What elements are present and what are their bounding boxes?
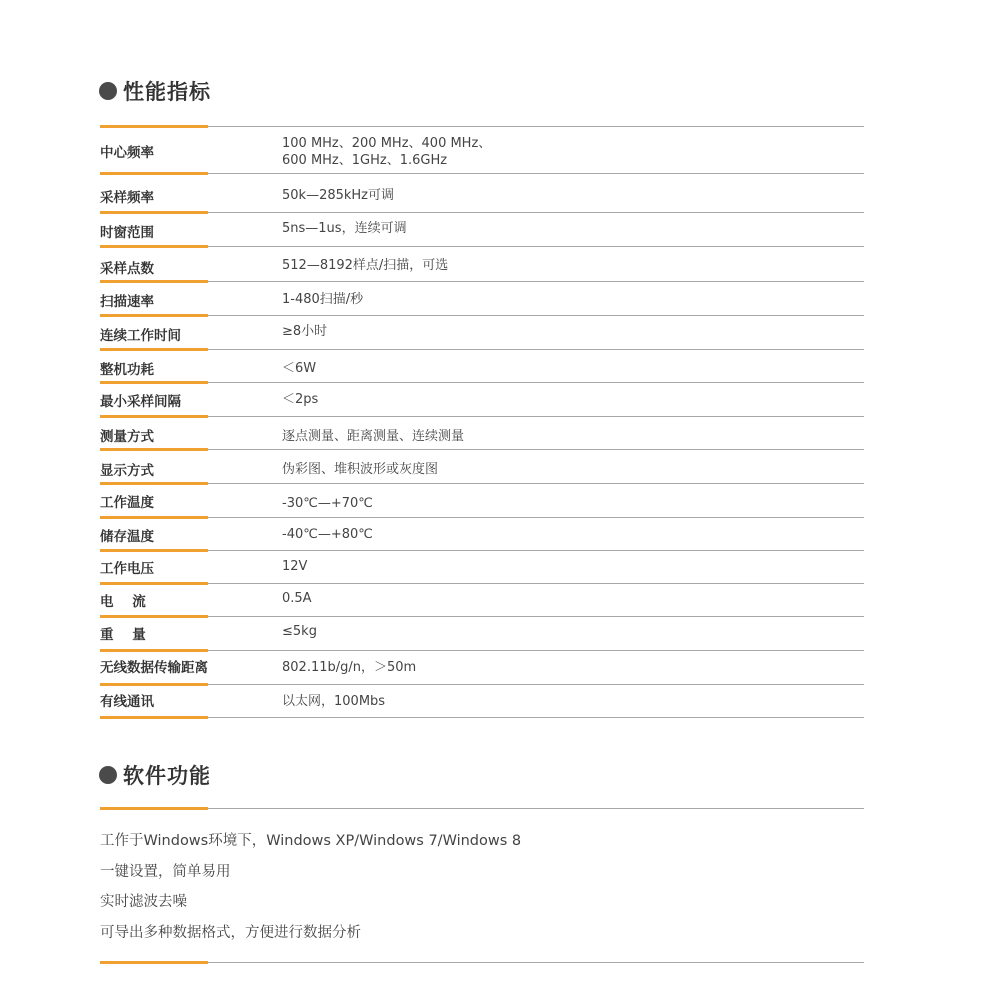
spec-value: ≤5kg: [282, 624, 317, 639]
row-divider: [100, 482, 864, 486]
spec-value: -40℃—+80℃: [282, 527, 373, 542]
spec-value: 以太网，100Mbs: [282, 694, 386, 709]
spec-value: 100 MHz、200 MHz、400 MHz、 600 MHz、1GHz、1.6GHz: [282, 136, 492, 168]
spec-value: ≥8小时: [282, 324, 328, 339]
row-divider: [100, 683, 864, 687]
spec-value: 伪彩图、堆积波形或灰度图: [282, 462, 439, 477]
feature-item: 工作于Windows环境下，Windows XP/Windows 7/Windows 8: [100, 833, 522, 849]
spec-label: 中心频率: [100, 145, 154, 161]
row-divider: [100, 716, 864, 720]
spec-label: 连续工作时间: [100, 328, 181, 344]
row-divider: [100, 381, 864, 385]
spec-value: 0.5A: [282, 591, 312, 606]
spec-label: 测量方式: [100, 429, 154, 445]
spec-label: 时窗范围: [100, 225, 154, 241]
row-divider: [100, 314, 864, 318]
row-divider: [100, 245, 864, 249]
row-divider: [100, 280, 864, 284]
spec-value: 512—8192样点/扫描，可选: [282, 258, 449, 273]
spec-value: ＜6W: [282, 361, 317, 376]
spec-label: 工作电压: [100, 561, 154, 577]
software-section-title: [99, 760, 211, 790]
software-title-text: 软件功能: [123, 764, 211, 788]
spec-label: 扫描速率: [100, 294, 154, 310]
spec-label: 重 量: [100, 627, 146, 643]
spec-label: 整机功耗: [100, 362, 154, 378]
spec-label: 工作温度: [100, 495, 154, 511]
software-bottom-divider: [100, 961, 864, 965]
spec-value: 50k—285kHz可调: [282, 188, 395, 203]
performance-section-title: [99, 76, 211, 106]
row-divider: [100, 172, 864, 176]
feature-item: 可导出多种数据格式，方便进行数据分析: [100, 924, 361, 941]
software-top-divider: [100, 807, 864, 811]
row-divider: [100, 582, 864, 586]
spec-label: 采样频率: [100, 190, 154, 206]
spec-label: 采样点数: [100, 261, 154, 277]
row-divider: [100, 211, 864, 215]
spec-value: 逐点测量、距离测量、连续测量: [282, 429, 465, 444]
row-divider: [100, 516, 864, 520]
spec-label: 储存温度: [100, 529, 154, 545]
row-divider: [100, 615, 864, 619]
row-divider: [100, 415, 864, 419]
software-feature-list: [100, 829, 521, 951]
row-divider: [100, 649, 864, 653]
spec-value: 802.11b/g/n，＞50m: [282, 660, 417, 675]
row-divider: [100, 348, 864, 352]
spec-label: 最小采样间隔: [100, 394, 181, 410]
row-divider: [100, 549, 864, 553]
spec-value: 5ns—1us，连续可调: [282, 221, 407, 236]
bullet-dot-icon: [99, 82, 117, 100]
row-divider: [100, 448, 864, 452]
spec-label: 电 流: [100, 594, 146, 610]
spec-value: 12V: [282, 559, 308, 574]
spec-label: 显示方式: [100, 463, 154, 479]
spec-value: 1-480扫描/秒: [282, 292, 364, 307]
feature-item: 一键设置，简单易用: [100, 863, 231, 880]
performance-title-text: 性能指标: [123, 80, 211, 104]
row-divider: [100, 125, 864, 129]
spec-label: 有线通讯: [100, 694, 154, 710]
spec-value: -30℃—+70℃: [282, 496, 373, 511]
spec-label: 无线数据传输距离: [100, 660, 208, 676]
spec-value: ＜2ps: [282, 392, 319, 407]
feature-item: 实时滤波去噪: [100, 894, 187, 910]
bullet-dot-icon: [99, 766, 117, 784]
